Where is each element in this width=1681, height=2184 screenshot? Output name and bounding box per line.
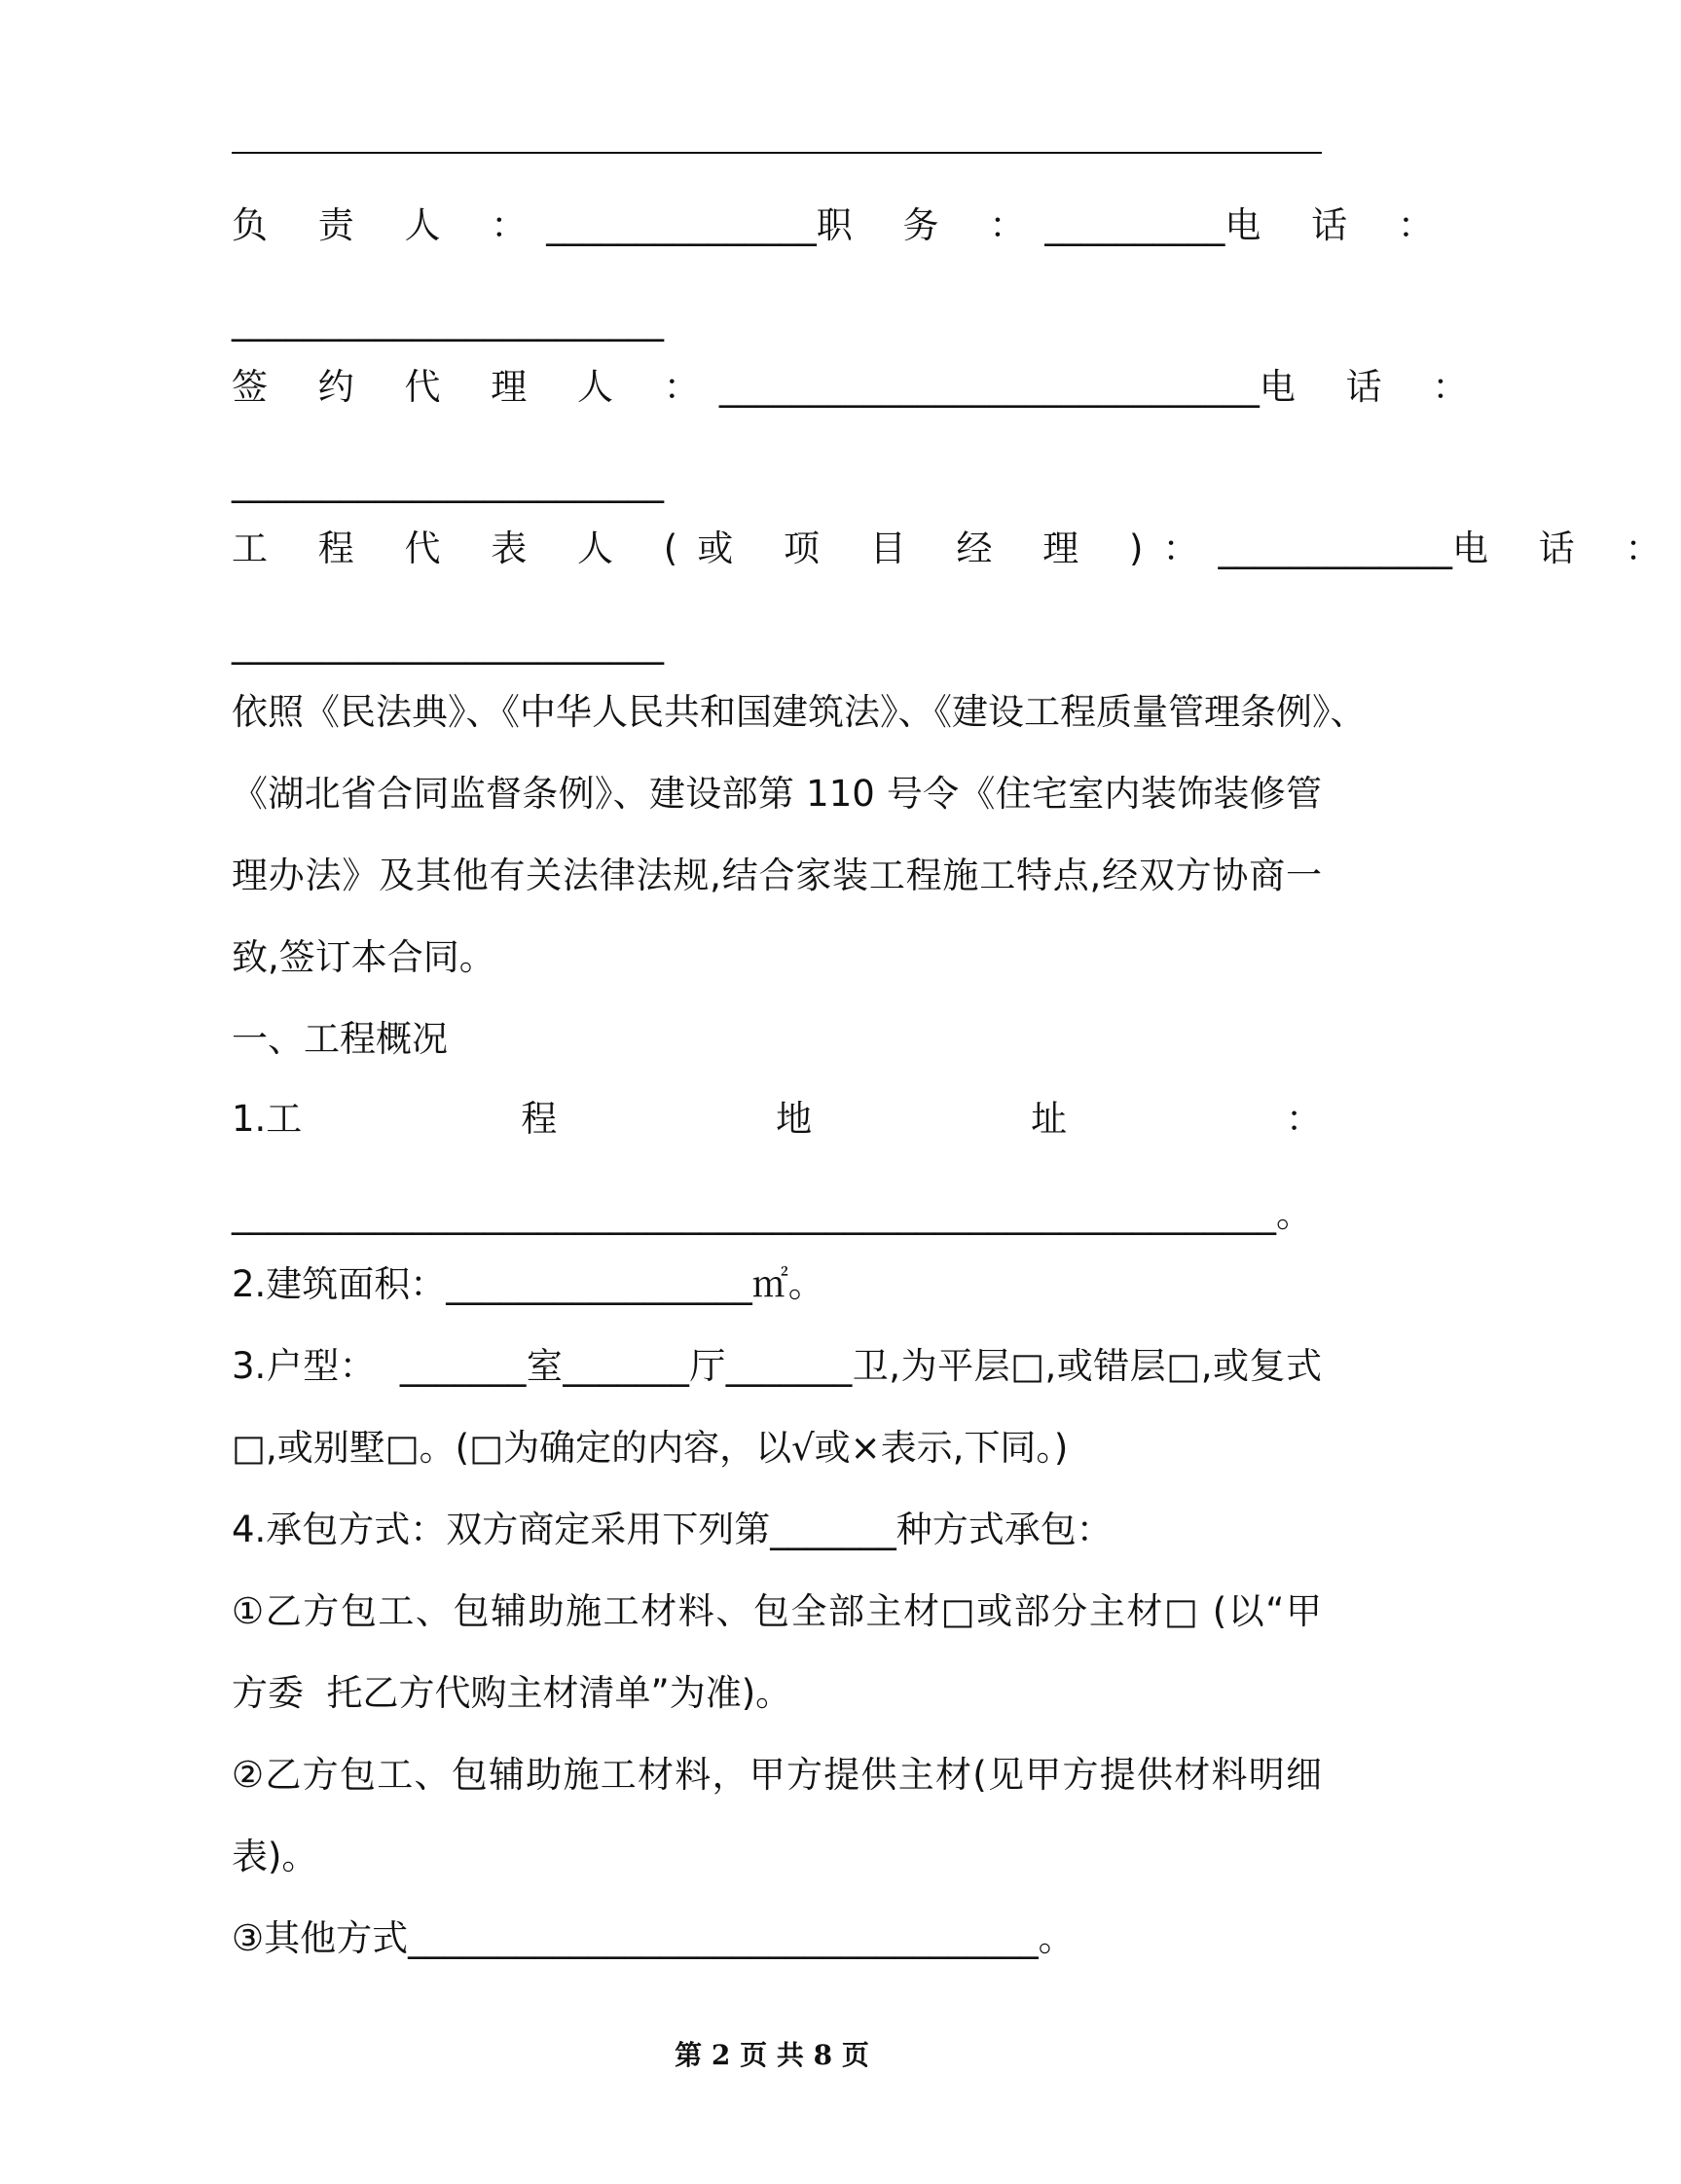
agent-row: [232, 362, 1488, 413]
layout-line: □,或别墅□。(□为确定的内容，以√或×表示,下同。): [232, 1427, 1069, 1469]
principal-phone-blank: ________________________: [232, 300, 664, 342]
rep-row: [232, 524, 1681, 574]
principal-label: 负 责 人 ：: [232, 204, 547, 246]
option1-paragraph: [232, 1571, 1322, 1734]
address-label-part: 1.工: [232, 1098, 303, 1140]
preamble-line: 致,签订本合同。: [232, 936, 495, 978]
rep-blank: _____________: [1218, 528, 1452, 569]
agent-phone-label: 电 话 ：: [1259, 366, 1488, 408]
option1-line: 方委 托乙方代购主材清单”为准)。: [232, 1672, 792, 1714]
preamble-line: 依照《民法典》、《中华人民共和国建筑法》、《建设工程质量管理条例》、: [232, 691, 1367, 733]
method-text: 4.承包方式：双方商定采用下列第_______种方式承包：: [232, 1509, 1113, 1550]
area-text: 2.建筑面积：_________________㎡。: [232, 1263, 824, 1305]
address-blank: __________________________________________________________: [232, 1193, 1276, 1235]
preamble-line: 《湖北省合同监督条例》、建设部第 110 号令《住宅室内装饰装修管: [232, 773, 1322, 815]
address-label-part: 址: [1031, 1098, 1068, 1140]
agent-blank: ______________________________: [718, 366, 1260, 408]
page-footer: 第 2 页 共 8 页: [675, 2039, 869, 2071]
option2-line: 表)。: [232, 1836, 318, 1877]
address-row: [232, 1094, 1322, 1145]
method-row: [232, 1489, 1322, 1571]
address-label-part: 程: [521, 1098, 558, 1140]
agent-phone-blank: ________________________: [232, 461, 664, 503]
option2-line: ②乙方包工、包辅助施工材料，甲方提供主材(见甲方提供材料明细: [232, 1754, 1322, 1796]
option3-row: [232, 1898, 1322, 1980]
area-row: [232, 1244, 1322, 1326]
layout-paragraph: [232, 1326, 1322, 1489]
header-rule: [232, 152, 1322, 154]
rep-phone-label: 电 话 ：: [1451, 528, 1681, 569]
principal-blank: _______________: [546, 204, 817, 246]
option2-paragraph: [232, 1734, 1322, 1898]
preamble-paragraph: [232, 672, 1367, 999]
rep-label: 工 程 代 表 人 (或 项 目 经 理 )：: [232, 528, 1219, 569]
title-label: 职 务 ：: [816, 204, 1045, 246]
address-label-part: ：: [1286, 1098, 1322, 1140]
section-title: [232, 999, 1322, 1080]
option3-text: ③其他方式___________________________________。: [232, 1917, 1075, 1959]
address-label-part: 地: [776, 1098, 813, 1140]
principal-phone-label: 电 话 ：: [1224, 204, 1453, 246]
rep-phone-blank: ________________________: [232, 623, 664, 665]
principal-row: [232, 200, 1453, 251]
option1-line: ①乙方包工、包辅助施工材料、包全部主材□或部分主材□ (以“甲: [232, 1590, 1322, 1632]
title-blank: __________: [1044, 204, 1225, 246]
address-blank-line: [232, 1189, 1312, 1240]
agent-label: 签 约 代 理 人 ：: [232, 366, 719, 408]
preamble-line: 理办法》及其他有关法律法规,结合家装工程施工特点,经双方协商一: [232, 855, 1322, 896]
layout-line: 3.户型： _______室_______厅_______卫,为平层□,或错层□,或复式: [232, 1345, 1322, 1387]
section-title-text: 一、工程概况: [232, 1018, 448, 1060]
address-end: 。: [1276, 1193, 1312, 1235]
